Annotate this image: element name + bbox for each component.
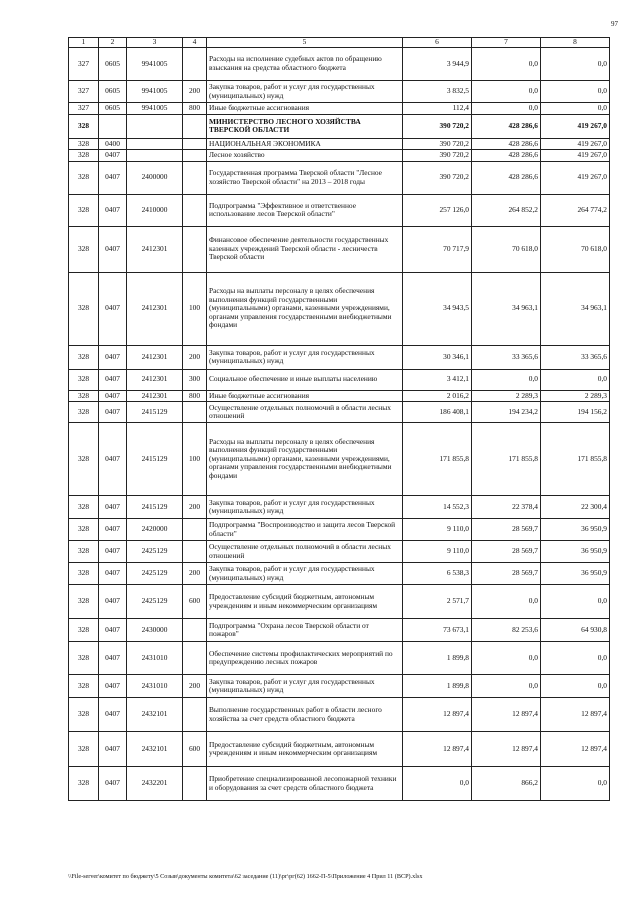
section-code-cell: 0407 <box>99 519 127 541</box>
column-header: 5 <box>207 38 403 48</box>
table-row <box>69 563 610 585</box>
amount-cell: 419 267,0 <box>541 114 610 138</box>
amount-cell: 390 720,2 <box>403 161 472 194</box>
table-row <box>69 519 610 541</box>
amount-cell: 390 720,2 <box>403 138 472 150</box>
amount-cell: 0,0 <box>472 81 541 103</box>
table-row <box>69 675 610 698</box>
amount-cell: 14 552,3 <box>403 496 472 519</box>
description-cell: Расходы на исполнение судебных актов по обращению взыскания на средства областного бюджета <box>207 48 403 81</box>
column-number-row <box>69 38 610 48</box>
amount-cell: 30 346,1 <box>403 345 472 369</box>
description-cell: Осуществление отдельных полномочий в области лесных отношений <box>207 541 403 563</box>
table-row <box>69 390 610 402</box>
description-cell: Обеспечение системы профилактических мероприятий по предупреждению лесных пожаров <box>207 642 403 675</box>
amount-cell: 3 944,9 <box>403 48 472 81</box>
amount-cell: 36 950,9 <box>541 563 610 585</box>
expense-type-cell <box>183 48 207 81</box>
ministry-code-cell: 328 <box>69 114 99 138</box>
amount-cell: 0,0 <box>472 48 541 81</box>
amount-cell: 12 897,4 <box>541 698 610 732</box>
amount-cell: 194 156,2 <box>541 402 610 423</box>
section-code-cell: 0407 <box>99 619 127 642</box>
expense-type-cell <box>183 114 207 138</box>
expense-type-cell <box>183 194 207 226</box>
table-row <box>69 541 610 563</box>
amount-cell: 2 016,2 <box>403 390 472 402</box>
ministry-code-cell: 328 <box>69 369 99 390</box>
target-article-cell: 2432201 <box>127 767 183 801</box>
section-code-cell: 0407 <box>99 732 127 767</box>
target-article-cell: 2420000 <box>127 519 183 541</box>
table-row <box>69 138 610 150</box>
ministry-code-cell: 328 <box>69 402 99 423</box>
ministry-code-cell: 328 <box>69 619 99 642</box>
expense-type-cell: 800 <box>183 390 207 402</box>
section-code-cell <box>99 114 127 138</box>
ministry-code-cell: 328 <box>69 541 99 563</box>
ministry-code-cell: 328 <box>69 496 99 519</box>
target-article-cell <box>127 114 183 138</box>
target-article-cell: 2412301 <box>127 390 183 402</box>
description-cell: Приобретение специализированной лесопожарной техники и оборудования за счет средств областного бюджета <box>207 767 403 801</box>
amount-cell: 3 832,5 <box>403 81 472 103</box>
ministry-code-cell: 328 <box>69 732 99 767</box>
target-article-cell: 2431010 <box>127 642 183 675</box>
table-row <box>69 767 610 801</box>
amount-cell: 6 538,3 <box>403 563 472 585</box>
table-row <box>69 698 610 732</box>
table-row <box>69 496 610 519</box>
description-cell: Подпрограмма "Эффективное и ответственное использование лесов Тверской области" <box>207 194 403 226</box>
target-article-cell: 2412301 <box>127 272 183 345</box>
target-article-cell: 2412301 <box>127 369 183 390</box>
amount-cell: 390 720,2 <box>403 150 472 162</box>
expense-type-cell: 600 <box>183 732 207 767</box>
target-article-cell: 2425129 <box>127 585 183 619</box>
amount-cell: 73 673,1 <box>403 619 472 642</box>
amount-cell: 257 126,0 <box>403 194 472 226</box>
amount-cell: 186 408,1 <box>403 402 472 423</box>
section-code-cell: 0605 <box>99 48 127 81</box>
amount-cell: 12 897,4 <box>472 732 541 767</box>
section-code-cell: 0407 <box>99 194 127 226</box>
expense-type-cell <box>183 150 207 162</box>
section-code-cell: 0407 <box>99 161 127 194</box>
target-article-cell: 9941005 <box>127 103 183 115</box>
amount-cell: 0,0 <box>541 48 610 81</box>
amount-cell: 0,0 <box>541 585 610 619</box>
section-code-cell: 0407 <box>99 423 127 496</box>
table-row <box>69 345 610 369</box>
amount-cell: 70 618,0 <box>541 226 610 272</box>
ministry-code-cell: 328 <box>69 423 99 496</box>
amount-cell: 428 286,6 <box>472 114 541 138</box>
target-article-cell: 2425129 <box>127 563 183 585</box>
ministry-code-cell: 328 <box>69 585 99 619</box>
column-header: 8 <box>541 38 610 48</box>
table-row <box>69 114 610 138</box>
amount-cell: 34 963,1 <box>541 272 610 345</box>
expense-type-cell: 200 <box>183 563 207 585</box>
amount-cell: 0,0 <box>403 767 472 801</box>
table-row <box>69 642 610 675</box>
section-code-cell: 0407 <box>99 150 127 162</box>
table-row <box>69 194 610 226</box>
page-number: 97 <box>611 20 618 28</box>
amount-cell: 194 234,2 <box>472 402 541 423</box>
target-article-cell: 2412301 <box>127 226 183 272</box>
description-cell: Осуществление отдельных полномочий в области лесных отношений <box>207 402 403 423</box>
amount-cell: 0,0 <box>541 767 610 801</box>
column-header: 4 <box>183 38 207 48</box>
amount-cell: 428 286,6 <box>472 161 541 194</box>
amount-cell: 28 569,7 <box>472 563 541 585</box>
amount-cell: 70 717,9 <box>403 226 472 272</box>
amount-cell: 3 412,1 <box>403 369 472 390</box>
target-article-cell: 2432101 <box>127 732 183 767</box>
section-code-cell: 0407 <box>99 496 127 519</box>
budget-table <box>68 37 610 801</box>
section-code-cell: 0407 <box>99 675 127 698</box>
table-row <box>69 81 610 103</box>
expense-type-cell: 800 <box>183 103 207 115</box>
amount-cell: 419 267,0 <box>541 150 610 162</box>
amount-cell: 22 378,4 <box>472 496 541 519</box>
amount-cell: 64 930,8 <box>541 619 610 642</box>
description-cell: Подпрограмма "Охрана лесов Тверской области от пожаров" <box>207 619 403 642</box>
section-code-cell: 0407 <box>99 402 127 423</box>
ministry-code-cell: 328 <box>69 226 99 272</box>
amount-cell: 0,0 <box>541 642 610 675</box>
amount-cell: 36 950,9 <box>541 519 610 541</box>
target-article-cell: 2415129 <box>127 496 183 519</box>
amount-cell: 2 571,7 <box>403 585 472 619</box>
column-header: 2 <box>99 38 127 48</box>
description-cell: НАЦИОНАЛЬНАЯ ЭКОНОМИКА <box>207 138 403 150</box>
table-row <box>69 423 610 496</box>
amount-cell: 0,0 <box>541 675 610 698</box>
expense-type-cell: 200 <box>183 675 207 698</box>
amount-cell: 390 720,2 <box>403 114 472 138</box>
amount-cell: 70 618,0 <box>472 226 541 272</box>
amount-cell: 33 365,6 <box>472 345 541 369</box>
section-code-cell: 0605 <box>99 103 127 115</box>
ministry-code-cell: 327 <box>69 103 99 115</box>
ministry-code-cell: 327 <box>69 48 99 81</box>
ministry-code-cell: 328 <box>69 519 99 541</box>
amount-cell: 866,2 <box>472 767 541 801</box>
target-article-cell: 2432101 <box>127 698 183 732</box>
table-row <box>69 48 610 81</box>
section-code-cell: 0407 <box>99 369 127 390</box>
amount-cell: 0,0 <box>472 675 541 698</box>
section-code-cell: 0407 <box>99 585 127 619</box>
amount-cell: 34 963,1 <box>472 272 541 345</box>
description-cell: Расходы на выплаты персоналу в целях обеспечения выполнения функций государственными (муниципальными) органами, казенными учреждениями, органами управления государственными внебюджетными фондами <box>207 272 403 345</box>
target-article-cell: 9941005 <box>127 48 183 81</box>
expense-type-cell: 200 <box>183 496 207 519</box>
amount-cell: 2 289,3 <box>472 390 541 402</box>
amount-cell: 171 855,8 <box>403 423 472 496</box>
table-row <box>69 161 610 194</box>
target-article-cell <box>127 150 183 162</box>
description-cell: Иные бюджетные ассигнования <box>207 103 403 115</box>
amount-cell: 428 286,6 <box>472 138 541 150</box>
ministry-code-cell: 328 <box>69 161 99 194</box>
amount-cell: 2 289,3 <box>541 390 610 402</box>
section-code-cell: 0407 <box>99 226 127 272</box>
table-row <box>69 103 610 115</box>
amount-cell: 0,0 <box>541 103 610 115</box>
target-article-cell: 2415129 <box>127 402 183 423</box>
description-cell: Закупка товаров, работ и услуг для государственных (муниципальных) нужд <box>207 563 403 585</box>
expense-type-cell: 100 <box>183 272 207 345</box>
amount-cell: 33 365,6 <box>541 345 610 369</box>
description-cell: Социальное обеспечение и иные выплаты населению <box>207 369 403 390</box>
amount-cell: 28 569,7 <box>472 519 541 541</box>
expense-type-cell: 200 <box>183 81 207 103</box>
ministry-code-cell: 328 <box>69 767 99 801</box>
amount-cell: 34 943,5 <box>403 272 472 345</box>
ministry-code-cell: 328 <box>69 345 99 369</box>
target-article-cell: 2415129 <box>127 423 183 496</box>
section-code-cell: 0605 <box>99 81 127 103</box>
section-code-cell: 0407 <box>99 541 127 563</box>
amount-cell: 22 300,4 <box>541 496 610 519</box>
table-row <box>69 402 610 423</box>
description-cell: Предоставление субсидий бюджетным, автономным учреждениям и иным некоммерческим организациям <box>207 732 403 767</box>
description-cell: Расходы на выплаты персоналу в целях обеспечения выполнения функций государственными (муниципальными) органами, казенными учреждениями, органами управления государственными внебюджетными фондами <box>207 423 403 496</box>
target-article-cell: 2431010 <box>127 675 183 698</box>
section-code-cell: 0407 <box>99 698 127 732</box>
section-code-cell: 0400 <box>99 138 127 150</box>
expense-type-cell <box>183 226 207 272</box>
amount-cell: 0,0 <box>472 103 541 115</box>
expense-type-cell: 300 <box>183 369 207 390</box>
amount-cell: 12 897,4 <box>472 698 541 732</box>
amount-cell: 12 897,4 <box>541 732 610 767</box>
description-cell: Подпрограмма "Воспроизводство и защита лесов Тверской области" <box>207 519 403 541</box>
expense-type-cell: 600 <box>183 585 207 619</box>
amount-cell: 36 950,9 <box>541 541 610 563</box>
amount-cell: 9 110,0 <box>403 519 472 541</box>
ministry-code-cell: 327 <box>69 81 99 103</box>
expense-type-cell <box>183 161 207 194</box>
description-cell: Закупка товаров, работ и услуг для государственных (муниципальных) нужд <box>207 345 403 369</box>
amount-cell: 264 852,2 <box>472 194 541 226</box>
amount-cell: 419 267,0 <box>541 161 610 194</box>
section-code-cell: 0407 <box>99 563 127 585</box>
ministry-code-cell: 328 <box>69 642 99 675</box>
amount-cell: 1 899,8 <box>403 642 472 675</box>
section-code-cell: 0407 <box>99 390 127 402</box>
amount-cell: 0,0 <box>541 369 610 390</box>
target-article-cell: 2425129 <box>127 541 183 563</box>
description-cell: Лесное хозяйство <box>207 150 403 162</box>
expense-type-cell <box>183 619 207 642</box>
expense-type-cell <box>183 767 207 801</box>
description-cell: МИНИСТЕРСТВО ЛЕСНОГО ХОЗЯЙСТВА ТВЕРСКОЙ ОБЛАСТИ <box>207 114 403 138</box>
target-article-cell: 2400000 <box>127 161 183 194</box>
file-path-footer: \\File-server\комитет по бюджету\5 Созыв\документы комитета\62 заседание (11)\рг\рг(62) 1662-П-5\Приложение 4 Прил 11 (ВСР).xlsx <box>68 873 423 880</box>
column-header: 7 <box>472 38 541 48</box>
ministry-code-cell: 328 <box>69 272 99 345</box>
expense-type-cell <box>183 541 207 563</box>
amount-cell: 171 855,8 <box>472 423 541 496</box>
description-cell: Финансовое обеспечение деятельности государственных казенных учреждений Тверской области - лесничеств Тверской области <box>207 226 403 272</box>
amount-cell: 0,0 <box>472 642 541 675</box>
ministry-code-cell: 328 <box>69 698 99 732</box>
expense-type-cell <box>183 519 207 541</box>
amount-cell: 419 267,0 <box>541 138 610 150</box>
amount-cell: 428 286,6 <box>472 150 541 162</box>
ministry-code-cell: 328 <box>69 138 99 150</box>
description-cell: Закупка товаров, работ и услуг для государственных (муниципальных) нужд <box>207 81 403 103</box>
amount-cell: 0,0 <box>472 369 541 390</box>
amount-cell: 12 897,4 <box>403 732 472 767</box>
amount-cell: 112,4 <box>403 103 472 115</box>
target-article-cell <box>127 138 183 150</box>
amount-cell: 12 897,4 <box>403 698 472 732</box>
amount-cell: 171 855,8 <box>541 423 610 496</box>
ministry-code-cell: 328 <box>69 150 99 162</box>
section-code-cell: 0407 <box>99 272 127 345</box>
table-row <box>69 732 610 767</box>
target-article-cell: 2410000 <box>127 194 183 226</box>
table-row <box>69 585 610 619</box>
description-cell: Закупка товаров, работ и услуг для государственных (муниципальных) нужд <box>207 496 403 519</box>
section-code-cell: 0407 <box>99 767 127 801</box>
amount-cell: 264 774,2 <box>541 194 610 226</box>
column-header: 1 <box>69 38 99 48</box>
amount-cell: 82 253,6 <box>472 619 541 642</box>
expense-type-cell <box>183 402 207 423</box>
amount-cell: 0,0 <box>472 585 541 619</box>
ministry-code-cell: 328 <box>69 675 99 698</box>
table-row <box>69 226 610 272</box>
table-body <box>69 48 610 801</box>
target-article-cell: 2430000 <box>127 619 183 642</box>
ministry-code-cell: 328 <box>69 563 99 585</box>
description-cell: Выполнение государственных работ в области лесного хозяйства за счет средств областного бюджета <box>207 698 403 732</box>
ministry-code-cell: 328 <box>69 194 99 226</box>
section-code-cell: 0407 <box>99 642 127 675</box>
amount-cell: 28 569,7 <box>472 541 541 563</box>
description-cell: Предоставление субсидий бюджетным, автономным учреждениям и иным некоммерческим организациям <box>207 585 403 619</box>
expense-type-cell: 200 <box>183 345 207 369</box>
table-row <box>69 619 610 642</box>
target-article-cell: 9941005 <box>127 81 183 103</box>
description-cell: Государственная программа Тверской области "Лесное хозяйство Тверской области" на 2013 – 2018 годы <box>207 161 403 194</box>
expense-type-cell <box>183 138 207 150</box>
ministry-code-cell: 328 <box>69 390 99 402</box>
description-cell: Закупка товаров, работ и услуг для государственных (муниципальных) нужд <box>207 675 403 698</box>
expense-type-cell: 100 <box>183 423 207 496</box>
amount-cell: 0,0 <box>541 81 610 103</box>
table-row <box>69 369 610 390</box>
section-code-cell: 0407 <box>99 345 127 369</box>
table-row <box>69 150 610 162</box>
description-cell: Иные бюджетные ассигнования <box>207 390 403 402</box>
expense-type-cell <box>183 642 207 675</box>
expense-type-cell <box>183 698 207 732</box>
target-article-cell: 2412301 <box>127 345 183 369</box>
column-header: 3 <box>127 38 183 48</box>
amount-cell: 1 899,8 <box>403 675 472 698</box>
amount-cell: 9 110,0 <box>403 541 472 563</box>
table-row <box>69 272 610 345</box>
column-header: 6 <box>403 38 472 48</box>
